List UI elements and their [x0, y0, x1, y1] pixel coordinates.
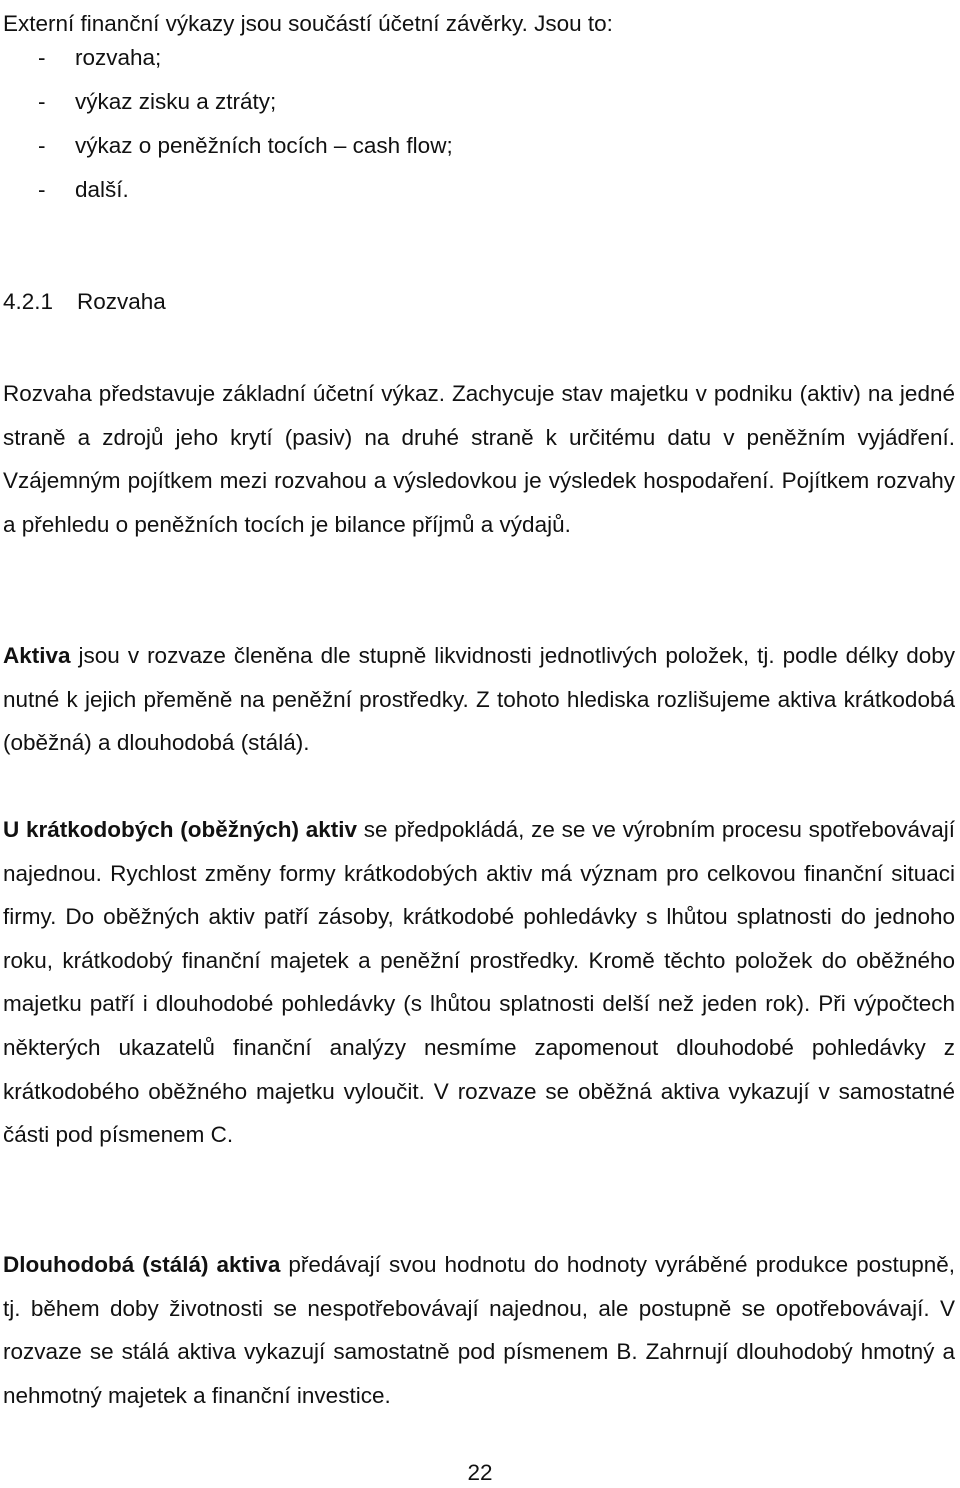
list-item: - rozvaha; — [0, 36, 453, 80]
paragraph-dlouhodoba-aktiva: Dlouhodobá (stálá) aktiva předávají svou hodnotu do hodnoty vyráběné produkce postupně, tj. během doby životnosti se nespotřebovávají najednou, ale postupně se opotřebovávají. V rozvaze se stálá aktiva vykazují samostatně pod písmenem B. Zahrnují dlouhodobý hmotný a nehmotný majetek a finanční investice. — [3, 1252, 955, 1408]
paragraph-bold-term: Dlouhodobá (stálá) aktiva — [3, 1252, 281, 1277]
section-number: 4.2.1 — [3, 289, 54, 314]
list-marker: - — [38, 133, 46, 158]
paragraph-bold-term: Aktiva — [3, 643, 71, 668]
list-item: - další. — [0, 168, 453, 212]
list-marker: - — [38, 177, 46, 202]
list-item: - výkaz o peněžních tocích – cash flow; — [0, 124, 453, 168]
report-list — [0, 36, 453, 212]
section-heading — [3, 280, 166, 324]
paragraph-rozvaha: Rozvaha představuje základní účetní výkaz. Zachycuje stav majetku v podniku (aktiv) na jedné straně a zdrojů jeho krytí (pasiv) na druhé straně k určitému datu v peněžním vyjádření. Vzájemným pojítkem mezi rozvahou a výsledovkou je výsledek hospodaření. Pojítkem rozvahy a přehledu o peněžních tocích je bilance příjmů a výdajů. — [3, 381, 955, 537]
page-number: 22 — [467, 1460, 493, 1485]
paragraph-aktiva: Aktiva jsou v rozvaze členěna dle stupně likvidnosti jednotlivých položek, tj. podle délky doby nutné k jejich přeměně na peněžní prostředky. Z tohoto hlediska rozlišujeme aktiva krátkodobá (oběžná) a dlouhodobá (stálá). — [3, 643, 955, 756]
list-marker: - — [38, 45, 46, 70]
section-title: Rozvaha — [77, 289, 166, 314]
paragraph-bold-term: U krátkodobých (oběžných) aktiv — [3, 817, 358, 842]
intro-text: Externí finanční výkazy jsou součástí účetní závěrky. Jsou to: — [3, 11, 613, 36]
paragraph-kratkodoba-aktiva: U krátkodobých (oběžných) aktiv se předpokládá, ze se ve výrobním procesu spotřebovávají najednou. Rychlost změny formy krátkodobých aktiv má význam pro celkovou finanční situaci firmy. Do oběžných aktiv patří zásoby, krátkodobé pohledávky s lhůtou splatnosti do jednoho roku, krátkodobý finanční majetek a peněžní prostředky. Kromě těchto položek do oběžného majetku patří i dlouhodobé pohledávky (s lhůtou splatnosti delší než jeden rok). Při výpočtech některých ukazatelů finanční analýzy nesmíme zapomenout dlouhodobé pohledávky z krátkodobého oběžného majetku vyloučit. V rozvaze se oběžná aktiva vykazují v samostatné části pod písmenem C. — [3, 817, 955, 1148]
list-item: - výkaz zisku a ztráty; — [0, 80, 453, 124]
list-marker: - — [38, 89, 46, 114]
